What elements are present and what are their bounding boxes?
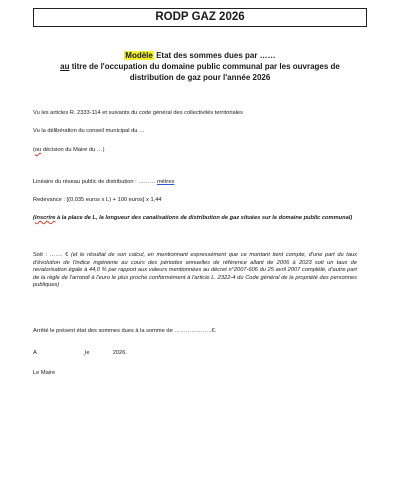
redevance-formula: Redevance : [(0,035 euros x L) + 100 euros] x 1,44 (33, 197, 162, 203)
year-label: 2026. (112, 350, 127, 356)
modele-highlight: Modèle (125, 51, 153, 60)
vu-deliberation: Vu la délibération du conseil municipal du … (33, 128, 145, 134)
lineaire-unit: mètres (156, 179, 175, 185)
inscrire-rest: à la place de L, la longueur des canalisations de distribution de gaz situées sur le domaine public communal) (55, 215, 353, 221)
document-title: RODP GAZ 2026 (33, 8, 367, 27)
ou-decision (33, 147, 355, 155)
soit-paragraph (33, 252, 357, 290)
arrete-line: Arrêté le présent état des sommes dues à la somme de ………………..€. (33, 328, 217, 334)
lineaire-reseau (33, 179, 355, 187)
a-label: A (33, 350, 37, 356)
le-maire: Le Maire (33, 370, 56, 376)
document-heading (48, 50, 352, 83)
ou-word: ou (34, 147, 42, 153)
soit-explanation: (et le résultat de son calcul, en mentionnant expressément que ce montant tient compte, d'une part du taux d'évolution de l'indice ingénierie au cours des périodes annuelles de référence allant de 2006 à 2023 soit un taux de revalorisation égale à 44,0 % par rapport aux valeurs mentionnées au décret n°2007-606 du 25 avril 2007 complété, d'autre part de la règle de l'arrondi à l'euro le plus proche conformément à l'article L. 2322-4 du Code général de la propriété des personnes publiques) (33, 252, 357, 289)
heading-line3: distribution de gaz pour l'année 2026 (129, 73, 271, 82)
inscrire-note (33, 215, 353, 223)
heading-au: au (60, 62, 70, 71)
ou-paren: ( (33, 147, 35, 153)
heading-line2: titre de l'occupation du domaine public communal par les ouvrages de (69, 62, 340, 71)
signature-place-date (33, 350, 233, 359)
lineaire-text: Linéaire du réseau public de distribution : ……… (33, 179, 157, 185)
soit-prefix: Soit : ……. € (33, 252, 71, 258)
heading-line1: Etat des sommes dues par …… (153, 51, 276, 60)
inscrire-word: inscrire (34, 215, 56, 221)
le-label: le (85, 350, 90, 356)
inscrire-paren: ( (33, 215, 35, 221)
vu-articles: Vu les articles R. 2333-114 et suivants du code général des collectivités territoriales (33, 110, 243, 116)
ou-rest: décision du Maire du …) (41, 147, 105, 153)
field-marker-icon: ▪ (83, 352, 86, 358)
